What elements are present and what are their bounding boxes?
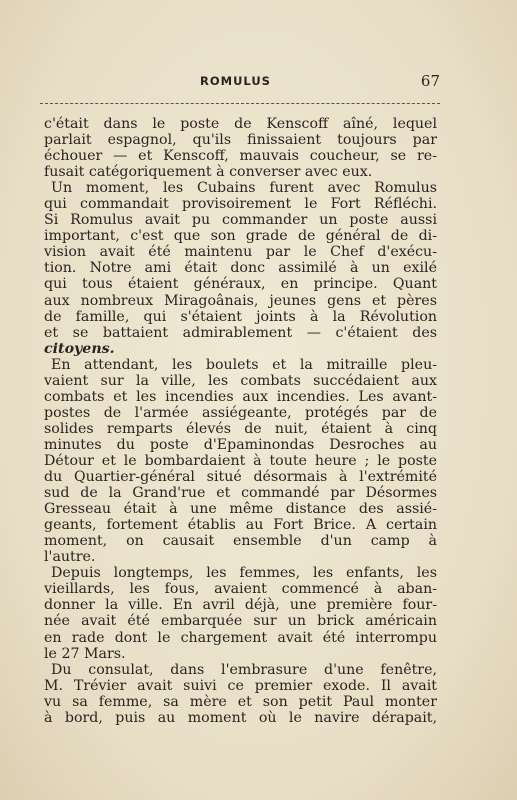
text-line: geants, fortement établis au Fort Brice. A certain [44, 517, 437, 534]
text-line: vaient sur la ville, les combats succédaient aux [44, 372, 437, 389]
text-line: du Quartier-général situé désormais à l'extrémité [44, 469, 437, 486]
text-line: important, c'est que son grade de général de di- [44, 228, 437, 245]
text-line: Si Romulus avait pu commander un poste aussi [44, 212, 437, 229]
text-line: en rade dont le chargement avait été interrompu [44, 629, 437, 646]
body-text [44, 116, 437, 726]
text-line: tion. Notre ami était donc assimilé à un exilé [44, 260, 437, 277]
running-title: ROMULUS [200, 74, 271, 88]
text-line: postes de l'armée assiégeante, protégés par de [44, 404, 437, 421]
text-line: sud de la Grand'rue et commandé par Désormes [44, 485, 437, 502]
text-line: parlait espagnol, qu'ils finissaient toujours par [44, 132, 437, 149]
text-line: solides remparts élevés de nuit, étaient à cinq [44, 420, 437, 437]
text-line: vu sa femme, sa mère et son petit Paul monter [44, 693, 437, 710]
text-line: Gresseau était à une même distance des assié- [44, 501, 437, 518]
text-line: Depuis longtemps, les femmes, les enfants, les [51, 565, 437, 582]
text-line: et se battaient admirablement — c'étaient des [44, 324, 437, 341]
text-line: vision avait été maintenu par le Chef d'exécu- [44, 244, 437, 261]
header-rule [40, 103, 440, 104]
text-line: Détour et le bombardaient à toute heure ; le poste [44, 452, 437, 469]
text-line [44, 341, 437, 357]
text-line: combats et les incendies aux incendies. Les avant- [44, 388, 437, 405]
text-line: fusait catégoriquement à converser avec eux. [44, 164, 373, 181]
text-line: qui tous étaient généraux, en principe. Quant [44, 276, 437, 293]
text-line: qui commandait provisoirement le Fort Réfléchi. [44, 196, 437, 213]
text-line: l'autre. [44, 549, 96, 566]
text-line: Du consulat, dans l'embrasure d'une fenêtre, [51, 661, 437, 678]
text-line: à bord, puis au moment où le navire dérapait, [44, 709, 437, 726]
text-line: née avait été embarquée sur un brick américain [44, 613, 437, 630]
text-line: vieillards, les fous, avaient commencé à aban- [44, 581, 437, 598]
text-line: le 27 Mars. [44, 645, 126, 662]
page-header [40, 74, 440, 94]
text-line: donner la ville. En avril déjà, une première four- [44, 597, 437, 614]
text-line: échouer — et Kenscoff, mauvais coucheur, se re- [44, 148, 437, 165]
text-line: minutes du poste d'Epaminondas Desroches au [44, 436, 437, 453]
text-line: de famille, qui s'étaient joints à la Révolution [44, 308, 437, 325]
text-line: En attendant, les boulets et la mitraille pleu- [51, 356, 437, 373]
text-line: aux nombreux Miragoânais, jeunes gens et pères [44, 292, 437, 309]
text-line: c'était dans le poste de Kenscoff aîné, lequel [44, 116, 437, 132]
text-line: moment, on causait ensemble d'un camp à [44, 533, 437, 550]
italic-word: citoyens. [44, 340, 115, 357]
page-number: 67 [420, 72, 440, 90]
text-line: M. Trévier avait suivi ce premier exode. Il avait [44, 677, 437, 694]
text-line: Un moment, les Cubains furent avec Romulus [51, 180, 437, 197]
